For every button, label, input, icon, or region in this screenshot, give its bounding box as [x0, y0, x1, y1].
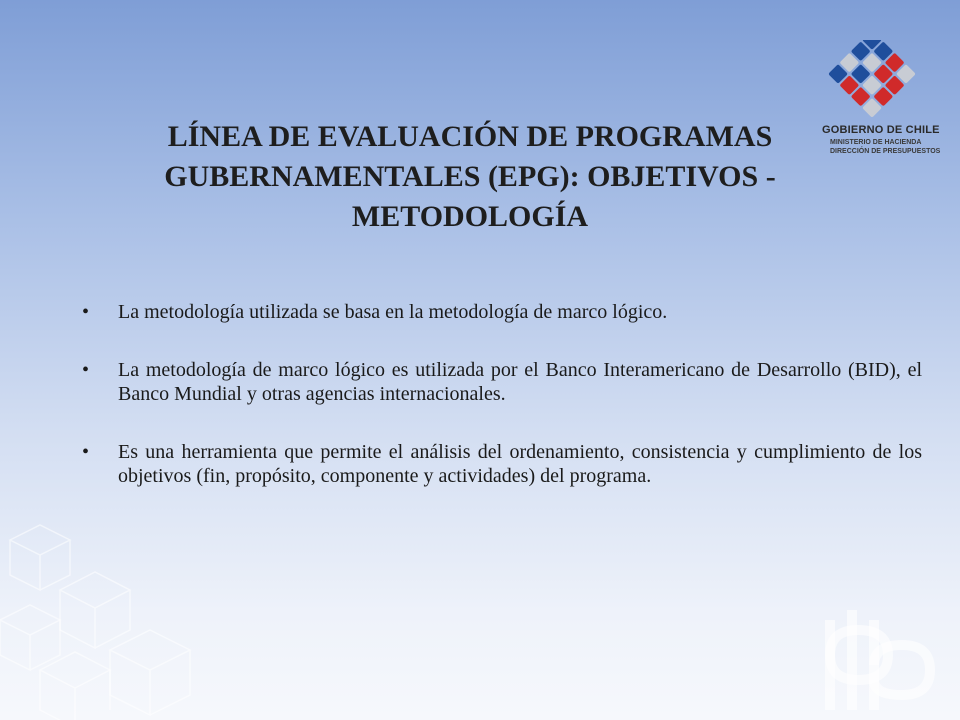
bullet-text: La metodología de marco lógico es utilizada por el Banco Interamericano de Desarrollo (BID), el Banco Mundial y otras agencias internacionales.	[118, 359, 922, 405]
logo-diamond-icon	[822, 40, 922, 122]
bullet-text: Es una herramienta que permite el análisis del ordenamiento, consistencia y cumplimiento de los objetivos (fin, propósito, componente y actividades) del programa.	[118, 441, 922, 487]
logo-subtitle-ministry: MINISTERIO DE HACIENDA	[830, 139, 922, 146]
bullet-text: La metodología utilizada se basa en la metodología de marco lógico.	[118, 301, 668, 323]
logo-subtitle-direction: DIRECCIÓN DE PRESUPUESTOS	[830, 148, 941, 155]
logo-name: GOBIERNO DE CHILE	[822, 124, 940, 136]
bullet-item	[80, 300, 922, 324]
bullet-dot-icon: •	[82, 441, 90, 463]
title-line-1: LÍNEA DE EVALUACIÓN DE PROGRAMAS	[167, 120, 773, 153]
bullet-dot-icon: •	[82, 301, 90, 323]
slide-title	[90, 117, 850, 237]
bullet-item	[80, 440, 922, 488]
bullet-item	[80, 358, 922, 406]
decorative-cubes	[0, 500, 240, 720]
title-line-2: GUBERNAMENTALES (EPG): OBJETIVOS -	[164, 160, 776, 193]
watermark-icon	[810, 600, 940, 720]
title-line-3: METODOLOGÍA	[351, 200, 589, 233]
bullet-dot-icon: •	[82, 359, 90, 381]
bullet-list	[80, 300, 922, 522]
